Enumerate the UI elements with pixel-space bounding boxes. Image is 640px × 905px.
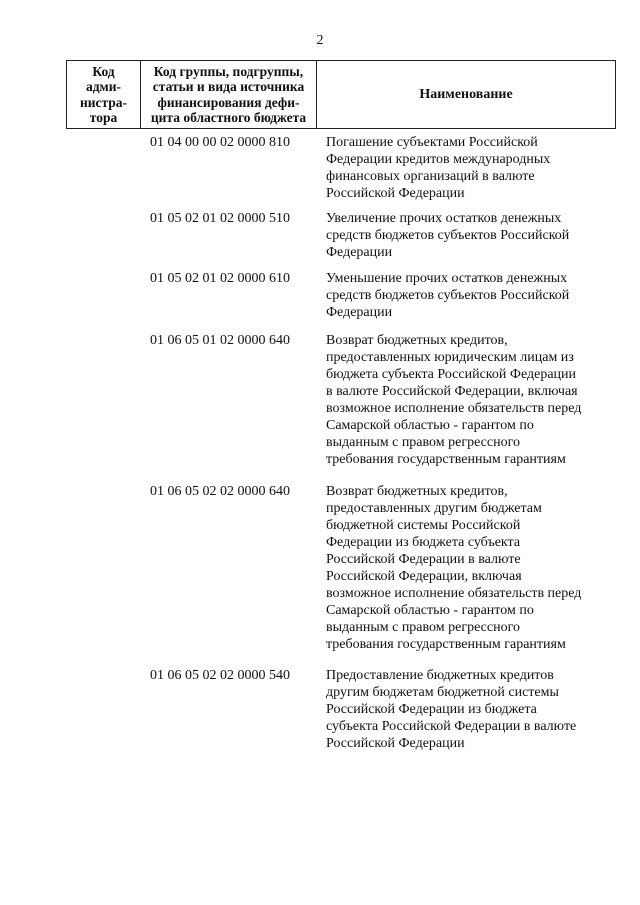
row-name: Предоставление бюджетных кредитов другим бюджетам бюджетной системы Российской Федерации из бюджета субъекта Российской Федерации в валюте Российской Федерации (326, 668, 577, 751)
header-source-code: Код группы, подгруппы, статьи и вида источника финансирования дефи- цита областного бюджета (141, 61, 317, 128)
row-name: Возврат бюджетных кредитов, предоставленных другим бюджетам бюджетной системы Российской Федерации из бюджета субъекта Российской Федерации в валюте Российской Федерации, включая возможное исполнение обязательств перед Самарской областью - гарантом по выданным с правом регрессного требования государственным гарантиям (326, 484, 582, 652)
header-name: Наименование (419, 86, 513, 102)
row-code: 01 06 05 01 02 0000 640 (150, 333, 290, 348)
row-name: Уменьшение прочих остатков денежных средств бюджетов субъектов Российской Федерации (326, 271, 570, 320)
row-name: Погашение субъектами Российской Федерации кредитов международных финансовых организаций в валюте Российской Федерации (326, 135, 551, 201)
row-code: 01 06 05 02 02 0000 540 (150, 668, 290, 683)
row-code: 01 04 00 00 02 0000 810 (150, 135, 290, 150)
row-name: Увеличение прочих остатков денежных средств бюджетов субъектов Российской Федерации (326, 211, 570, 260)
row-code: 01 05 02 01 02 0000 510 (150, 211, 290, 226)
header-admin-code: Код адми- нистра- тора (67, 61, 141, 128)
page-number: 2 (316, 33, 324, 48)
row-name: Возврат бюджетных кредитов, предоставленных юридическим лицам из бюджета субъекта Российской Федерации в валюте Российской Федерации, включая возможное исполнение обязательств перед Самарской областью - гарантом по выданным с правом регрессного требования государственным гарантиям (326, 333, 582, 467)
row-code: 01 05 02 01 02 0000 610 (150, 271, 290, 286)
row-code: 01 06 05 02 02 0000 640 (150, 484, 290, 499)
table-header (66, 60, 616, 129)
